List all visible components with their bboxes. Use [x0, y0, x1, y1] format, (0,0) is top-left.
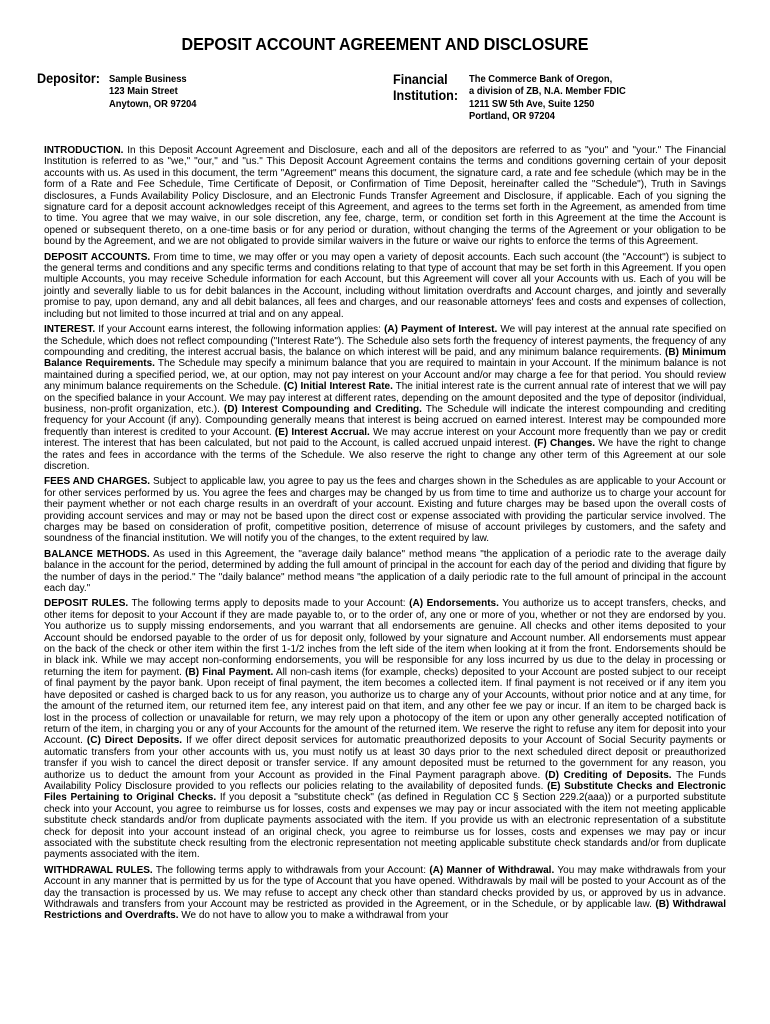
section-heading: (A) Payment of Interest. — [384, 324, 498, 336]
section-heading: (B) Minimum Balance Requirements. — [44, 346, 726, 370]
section-text: The following terms apply to withdrawals from your Account: — [152, 864, 430, 876]
section-text: Subject to applicable law, you agree to pay us the fees and charges shown in the Schedules as are applicable to your Account or for other services performed by us. You agree the fees and charges may be changed by us from time to time and authorize us to charge your account for their payment whether or not each charge results in an overdraft of your account. Existing and future charges may be based upon the overall costs of providing account services and may or may not be based upon the direct cost or expense associated with providing the particular service involved. The charges may be based on consideration of profit, competitive position, deterrence of misuse of account privileges by customers, and the safety and soundness of the financial institution. We will notify you of the changes, to the extent required by law. — [44, 476, 726, 545]
depositor-address — [109, 74, 197, 111]
section-heading: (B) Final Payment. — [185, 666, 274, 678]
section-text: We will pay interest at the annual rate specified on the Schedule, which does not reflect compounding ("Interest Rate"). The Schedule also sets forth the frequency of interest payments, the frequency of any compounding and crediting, the interest accrual basis, the balance on which interest will be paid, and any minimum balance requirements. — [44, 324, 726, 358]
section-text: If we offer direct deposit services for automatic preauthorized deposits to your Account of Social Security payments or automatic transfers from your other accounts with us, you must notify us at least 30 days prior to the next scheduled direct deposit or preauthorized transfer if you wish to cancel the direct deposit or transfer service. If any amount deposited must be returned to the government for any reason, you authorize us to deduct the amount from your Account as provided in the Final Payment paragraph above. — [44, 735, 726, 781]
section-heading: (D) Interest Compounding and Crediting. — [223, 403, 422, 415]
section-text: As used in this Agreement, the "average daily balance" method means "the application of a periodic rate to the average daily balance in the account for the period, determined by adding the full amount of principal in the account for each day of the period and dividing that figure by the number of days in the period." The "daily balance" method means "the application of a daily periodic rate to the full amount of principal in the account each day." — [44, 548, 726, 595]
section-heading: INTRODUCTION. — [44, 145, 124, 156]
section-heading: INTEREST. — [44, 324, 96, 336]
section-text: The initial interest rate is the current annual rate of interest that we will pay on the specified balance in your Account. We may pay interest at different rates, depending on the amount deposited and the type of depositor (individual, business, non-profit organization, etc.). — [44, 381, 727, 415]
depositor-label: Depositor: — [37, 70, 100, 86]
institution-division: a division of ZB, N.A. Member FDIC — [469, 86, 626, 98]
depositor-city: Anytown, OR 97204 — [109, 98, 197, 110]
section-heading: FEES AND CHARGES. — [44, 476, 151, 488]
section-text: We have the right to change the rates and fees in accordance with the terms of the Schedule. We also reserve the right to change any other term of this Agreement at our sole discretion. — [44, 438, 726, 472]
section-paragraph — [44, 145, 726, 248]
section-text: The Funds Availability Policy Disclosure provided to you reflects our policies relating to the availability of deposited funds. — [44, 769, 726, 792]
section-heading: DEPOSIT RULES. — [44, 598, 129, 610]
section-heading: (A) Manner of Withdrawal. — [429, 864, 555, 876]
institution-street: 1211 SW 5th Ave, Suite 1250 — [469, 98, 595, 110]
section-text: If your Account earns interest, the following information applies: — [95, 324, 385, 336]
institution-city: Portland, OR 97204 — [469, 110, 555, 122]
section-paragraph — [44, 252, 726, 320]
section-paragraph — [44, 598, 726, 860]
section-heading: (B) Withdrawal Restrictions and Overdrafts. — [44, 899, 726, 922]
agreement-body — [44, 145, 726, 926]
section-paragraph — [44, 865, 726, 922]
section-text: If you deposit a "substitute check" (as defined in Regulation CC § Section 229.2(aaa)) or a purported substitute check into your Account, you agree to reimburse us for losses, costs and expenses we may pay or incur associated with the item not meeting applicable substitute check standards and/or from duplicate payments associated with the item. If you provide us with an electronic representation of a substitute check for deposit into your account instead of an original check, you agree to reimburse us for losses, costs and expenses we may pay or incur associated with the substitute check resulting from the electronic representation not meeting applicable substitute check standards and/or from duplicate payments associated with the item. — [44, 792, 726, 861]
section-heading: (D) Crediting of Deposits. — [545, 769, 672, 781]
section-heading: (C) Initial Interest Rate. — [283, 381, 393, 393]
institution-label: Financial Institution: — [393, 71, 459, 103]
section-heading: (C) Direct Deposits. — [86, 735, 183, 747]
section-text: The Schedule may specify a minimum balance that you are required to maintain in your Account. If the minimum balance is not maintained during a specified period, we, at our option, may not pay interest on your Account and/or may charge a fee for that period. You should review any minimum balance requirements on the Schedule. — [44, 358, 726, 393]
section-paragraph — [44, 476, 726, 544]
depositor-street: 123 Main Street — [109, 86, 178, 98]
section-text: The Schedule will indicate the interest compounding and crediting frequency for your Account (if any). Compounding generally means that interest is being accrued on earned interest. Interest may be compounded more frequently than interest is credited to your Account. — [44, 403, 726, 438]
section-heading: (F) Changes. — [533, 438, 596, 450]
section-paragraph — [44, 324, 726, 472]
institution-address — [469, 74, 626, 123]
section-text: In this Deposit Account Agreement and Disclosure, each and all of the depositors are referred to as "you" and "your." The Financial Institution is referred to as "we," "our," and "us." This Deposit Account Agreement contains the terms and conditions governing certain of your deposit accounts with us. As used in this document, the term "Agreement" means this document, the signature card, a rate and fee schedule (which may be in the form of a Rate and Fee Schedule, Time Certificate of Deposit, or Confirmation of Time Deposit, hereinafter called the "Schedule"), Truth in Savings disclosures, a Funds Availability Policy Disclosure, and an Electronic Funds Transfer Agreement and Disclosure, if applicable. Each of you signing the signature card for a deposit account acknowledges receipt of this Agreement, and agrees to the terms set forth in the Agreement, as amended from time to time. You agree that we may waive, in our sole discretion, any fee, charge, term, or condition set forth in this Agreement at the time the Account is opened or subsequent thereto, on a one-time basis or for any period or duration, without changing the terms of the Agreement or your obligation to be bound by the Agreement, and we are not obligated to provide similar waivers in the future or waive our rights to enforce the terms of this Agreement. — [44, 145, 726, 248]
section-heading: BALANCE METHODS. — [44, 548, 150, 560]
institution-name: The Commerce Bank of Oregon, — [469, 74, 613, 85]
depositor-name: Sample Business — [109, 74, 187, 85]
section-paragraph — [44, 549, 726, 595]
section-heading: DEPOSIT ACCOUNTS. — [44, 251, 151, 263]
section-text: We may accrue interest on your Account more frequently than we pay or credit interest. The interest that has been calculated, but not paid to the Account, is called accrued unpaid interest. — [44, 426, 726, 450]
section-text: You authorize us to accept transfers, checks, and other items for deposit to your Account if they are made payable to, or to the order of, any one or more of you, whether or not they are endorsed by you. You authorize us to supply missing endorsements, and you warrant that all endorsements are genuine. All checks and other items deposited to your Account should be endorsed payable to the order of us for deposit only, followed by your signature and Account number. All endorsements must appear on the back of the check or other item within the first 1-1/2 inches from the left side of the item when looking at it from the front. Endorsements should be in black ink. While we may accept non-conforming endorsements, you will be responsible for any loss incurred by us due to the delay in processing or returning the item for payment. — [44, 598, 726, 678]
document-title: DEPOSIT ACCOUNT AGREEMENT AND DISCLOSURE — [181, 34, 589, 54]
section-text: You may make withdrawals from your Account in any manner that is permitted by us for the type of Account that you have opened. Withdrawals by mail will be posted to your Account as of the day the transaction is processed by us. We may refuse to accept any check other than standard checks provided by us, or approved by us in advance. Withdrawals and transfers from your Account may be restricted as provided in the Agreement, or in the Schedule, or by applicable law. — [44, 864, 726, 910]
section-heading: (A) Endorsements. — [409, 598, 499, 610]
section-text: The following terms apply to deposits made to your Account: — [128, 598, 410, 610]
section-text: From time to time, we may offer or you may open a variety of deposit accounts. Each such account (the "Account") is subject to the general terms and conditions and any specific terms and conditions relating to that type of account that may be set forth in this Agreement. If you open multiple Accounts, you may receive Schedule information for each Account, but this Agreement will cover all your Accounts with us. Each of you will be jointly and severally liable to us for debit balances in the Account, including without limitation overdrafts and Account charges, and jointly and severally promise to pay, upon demand, any and all debit balances, all fees and charges, and our reasonable attorneys' fees and costs and expenses of collection, including but not limited to those incurred at trial and on any appeal. — [44, 251, 726, 320]
section-text: All non-cash items (for example, checks) deposited to your Account are posted subject to our receipt of final payment by the payor bank. Upon receipt of final payment, the item becomes a collected item. If final payment is not received or if any item you have deposited or cashed is charged back to us for any reason, you authorize us to charge any of your Accounts, without prior notice and at any time, for the amount of the returned item, our returned item fee, any interest paid on that item, and any other fee we pay or incur. If an item to be charged back is lost in the process of collection or unavailable for return, we may rely upon a photocopy of the item or upon any other generally accepted notification of return of the item, in charging you or any of your Accounts for the amount of the returned item. We reserve the right to refuse any item for deposit into your Account. — [44, 666, 726, 747]
section-heading: (E) Substitute Checks and Electronic Files Pertaining to Original Checks. — [44, 780, 726, 804]
section-text: We do not have to allow you to make a withdrawal from your — [178, 910, 449, 922]
section-heading: WITHDRAWAL RULES. — [44, 864, 153, 876]
section-heading: (E) Interest Accrual. — [274, 426, 370, 438]
